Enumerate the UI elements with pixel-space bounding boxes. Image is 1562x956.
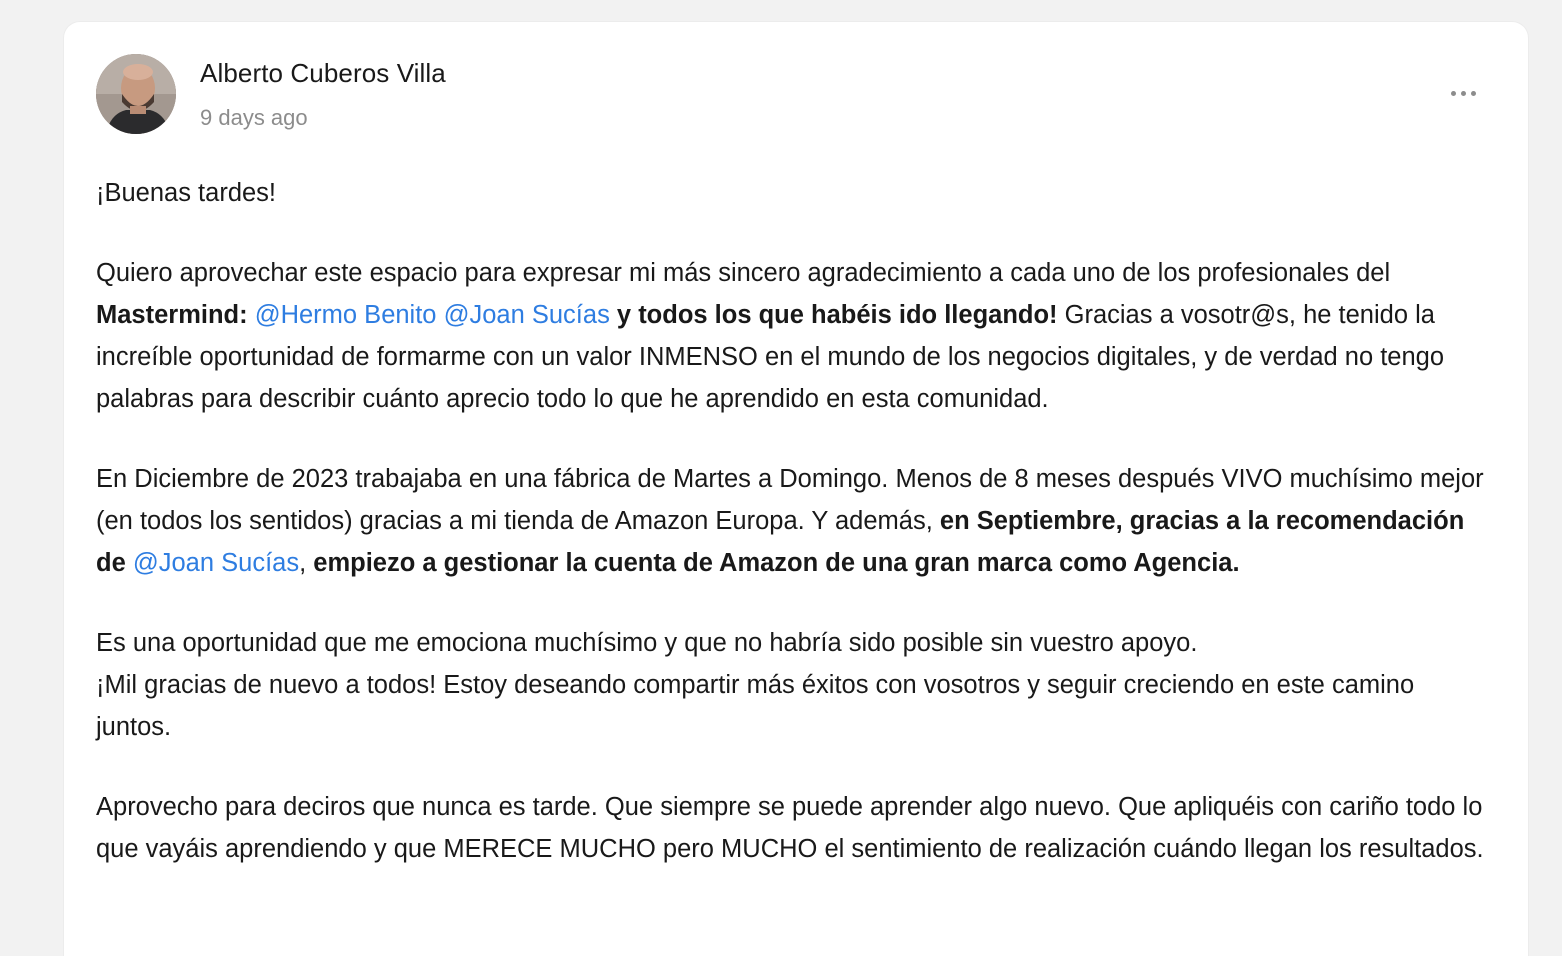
post-paragraph-story	[96, 458, 1496, 584]
post-paragraph-greeting: ¡Buenas tardes!	[96, 179, 277, 207]
paragraph-text: ,	[299, 549, 314, 577]
post-body	[96, 172, 1496, 908]
post-timestamp: 9 days ago	[200, 105, 308, 130]
bold-text: y todos los que habéis ido llegando!	[616, 301, 1058, 329]
paragraph-text: En Diciembre de 2023 trabajaba en una fábrica de Martes a Domingo. Menos de 8 meses después VIVO muchísimo mejor (en todos los sentidos) gracias a mi tienda de Amazon Europa. Y además,	[96, 465, 1484, 535]
paragraph-text: Quiero aprovechar este espacio para expresar mi más sincero agradecimiento a cada uno de los profesionales del	[96, 259, 1391, 287]
mention-link[interactable]: @Joan Sucías	[132, 549, 300, 577]
bold-text: empiezo a gestionar la cuenta de Amazon de una gran marca como Agencia.	[313, 549, 1240, 577]
ellipsis-horizontal-icon	[1451, 91, 1456, 96]
author-name[interactable]: Alberto Cuberos Villa	[200, 58, 446, 88]
post-paragraph-closing: Aprovecho para deciros que nunca es tarde. Que siempre se puede aprender algo nuevo. Que apliquéis con cariño todo lo que vayáis aprendiendo y que MERECE MUCHO pero MUCHO el sentimiento de realización cuándo llegan los resultados.	[96, 793, 1484, 863]
avatar[interactable]	[96, 54, 176, 134]
paragraph-line: Es una oportunidad que me emociona muchísimo y que no habría sido posible sin vuestro apoyo.	[96, 629, 1198, 657]
bold-text: Mastermind:	[96, 301, 248, 329]
mention-link[interactable]: @Joan Sucías	[443, 301, 610, 329]
paragraph-line: ¡Mil gracias de nuevo a todos! Estoy deseando compartir más éxitos con vosotros y seguir creciendo en este camino juntos.	[96, 671, 1415, 741]
post-paragraph-thanks	[96, 252, 1496, 420]
bold-text: en Septiembre, gracias a la recomendación de	[96, 507, 1465, 577]
mention-link[interactable]: @Hermo Benito	[254, 301, 437, 329]
paragraph-text: Gracias a vosotr@s, he tenido la increíble oportunidad de formarme con un valor INMENSO en el mundo de los negocios digitales, y de verdad no tengo palabras para describir cuánto aprecio todo lo que he aprendido en esta comunidad.	[96, 301, 1445, 413]
more-options-button[interactable]	[1438, 78, 1488, 108]
post-card	[64, 22, 1528, 956]
post-paragraph-gratitude	[96, 622, 1496, 748]
